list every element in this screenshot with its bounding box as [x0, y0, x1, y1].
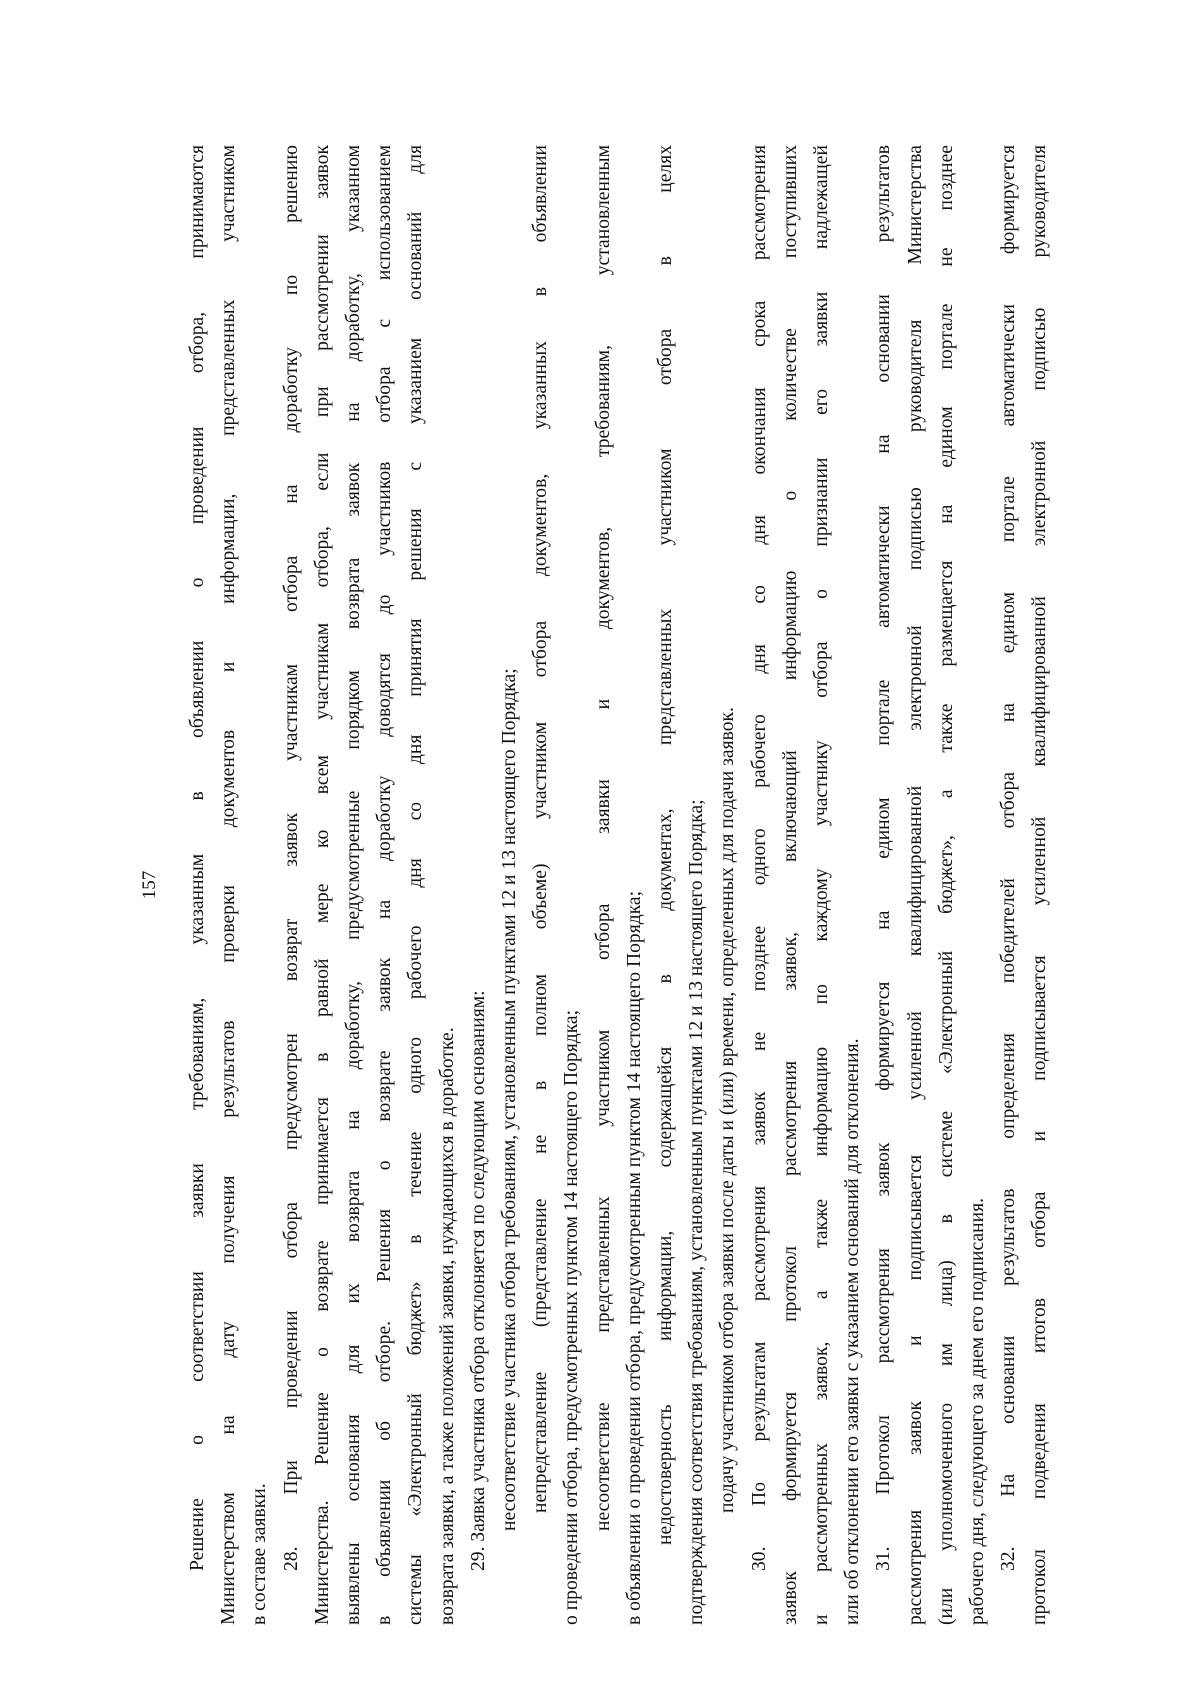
text-line: подтверждения соответствия требованиям, установленным пунктами 12 и 13 настоящего Порядка; — [686, 799, 708, 1625]
text-line: непредставление (представление не в полном объеме) участником отбора документов, указанных в объявлении — [530, 145, 552, 1513]
text-line: недостоверность информации, содержащейся в документах, представленных участником отбора в целях — [655, 145, 677, 1545]
text-line: системы «Электронный бюджет» в течение одного рабочего дня со дня принятия решения с указанием оснований для — [405, 145, 427, 1625]
text-line: рассмотрения заявок и подписывается усиленной квалифицированной электронной подписью руководителя Министерства — [904, 145, 926, 1625]
text-line: (или уполномоченного им лица) в системе «Электронный бюджет», а также размещается на едином портале не позднее — [935, 145, 957, 1625]
text-line: в объявлении об отборе. Решения о возврате заявок на доработку доводятся до участников отбора с использованием — [374, 145, 396, 1625]
text-line: несоответствие участника отбора требованиям, установленным пунктами 12 и 13 настоящего Порядка; — [499, 668, 521, 1531]
text-line: выявлены основания для их возврата на доработку, предусмотренные порядком возврата заявок на доработку, указанном — [343, 145, 365, 1625]
text-line: возврата заявки, а также положений заявки, нуждающихся в доработке. — [436, 1027, 458, 1625]
text-line: Министерства. Решение о возврате принимается в равной мере ко всем участникам отбора, если при рассмотрении заявок — [311, 145, 333, 1625]
text-line: рабочего дня, следующего за днем его подписания. — [967, 1197, 989, 1625]
text-line: 30. По результатам рассмотрения заявок не позднее одного рабочего дня со дня окончания срока рассмотрения — [748, 145, 770, 1571]
text-line: 28. При проведении отбора предусмотрен возврат заявок участникам отбора на доработку по решению — [280, 145, 302, 1571]
text-line: 31. Протокол рассмотрения заявок формируется на едином портале автоматически на основании результатов — [873, 145, 895, 1571]
text-line: Министерством на дату получения результатов проверки документов и информации, представленных участником — [218, 145, 240, 1625]
text-line: 32. На основании результатов определения победителей отбора на едином портале автоматически формируется — [998, 145, 1020, 1571]
text-line: или об отклонении его заявки с указанием оснований для отклонения. — [842, 1038, 864, 1625]
text-line: и рассмотренных заявок, а также информацию по каждому участнику отбора о признании его заявки надлежащей — [811, 145, 833, 1625]
text-line: о проведении отбора, предусмотренных пунктом 14 настоящего Порядка; — [561, 1009, 583, 1625]
text-line: несоответствие представленных участником отбора заявки и документов, требованиям, установленным — [592, 145, 614, 1531]
page-number: 157 — [139, 870, 160, 900]
text-line: Решение о соответствии заявки требованиям, указанным в объявлении о проведении отбора, принимаются — [187, 145, 208, 1571]
rotated-content — [138, 145, 1051, 1625]
text-line: 29. Заявка участника отбора отклоняется по следующим основаниям: — [467, 990, 489, 1571]
text-line: подачу участником отбора заявки после даты и (или) времени, определенных для подачи заявок. — [717, 707, 739, 1513]
document-body — [182, 145, 1056, 1625]
text-line: заявок формируется протокол рассмотрения заявок, включающий информацию о количестве поступивших — [779, 145, 801, 1625]
text-line: протокол подведения итогов отбора и подписывается усиленной квалифицированной электронной подписью руководителя — [1029, 145, 1051, 1625]
text-line: в объявлении о проведении отбора, предусмотренным пунктом 14 настоящего Порядка; — [623, 890, 645, 1625]
text-line: в составе заявки. — [249, 1483, 271, 1625]
